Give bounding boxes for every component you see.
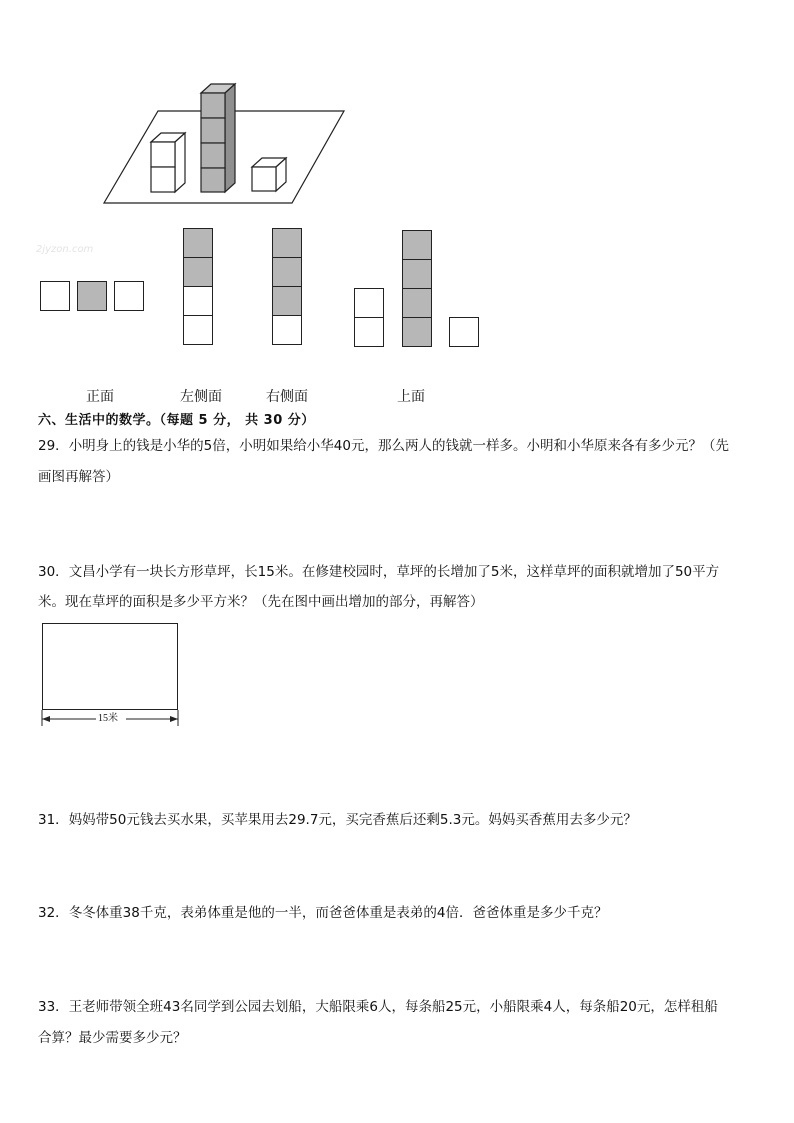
cube-stack-left [151,133,185,192]
right-square-2 [272,257,302,287]
question-text: 妈妈带50元钱去买水果，买苹果用去29.7元，买完香蕉后还剩5.3元。妈妈买香蕉用去多少元？ [68,812,637,828]
question-30-line-2: 米。现在草坪的面积是多少平方米？（先在图中画出增加的部分，再解答） [38,594,484,610]
question-number: 30． [38,564,69,580]
label-front: 正面 [86,389,114,405]
question-29-line-2: 画图再解答） [38,469,119,485]
question-29-line-1 [38,436,729,456]
cube-single [252,158,286,191]
top-square-2 [354,317,384,347]
left-square-4 [183,315,213,345]
right-square-1 [272,228,302,258]
question-32-line-1 [38,903,607,923]
question-text: 王老师带领全班43名同学到公园去划船，大船限乘6人，每条船25元，小船限乘4人，每条船20元，怎样租船 [68,999,718,1015]
top-square-4 [402,259,432,289]
question-number: 31． [38,812,69,828]
top-square-7 [449,317,479,347]
question-33-line-2: 合算？最少需要多少元？ [38,1030,187,1046]
question-number: 33． [38,999,69,1015]
question-33-line-1 [38,997,718,1017]
left-square-3 [183,286,213,316]
top-square-5 [402,288,432,318]
top-square-1 [354,288,384,318]
question-number: 29． [38,438,69,454]
top-square-6 [402,317,432,347]
right-square-3 [272,286,302,316]
lawn-length-label: 15米 [98,713,118,724]
right-square-4 [272,315,302,345]
question-31-line-1 [38,810,637,830]
question-text: 文昌小学有一块长方形草坪，长15米。在修建校园时，草坪的长增加了5米，这样草坪的面积就增加了50平方 [68,564,720,580]
cube-arrangement-figure [100,80,360,210]
left-square-2 [183,257,213,287]
top-square-3 [402,230,432,260]
question-30-line-1 [38,562,719,582]
lawn-rectangle [42,623,178,710]
question-text: 小明身上的钱是小华的5倍，小明如果给小华40元，那么两人的钱就一样多。小明和小华原来各有多少元？（先 [68,438,729,454]
question-number: 32． [38,905,69,921]
question-text: 冬冬体重38千克，表弟体重是他的一半，而爸爸体重是表弟的4倍．爸爸体重是多少千克？ [68,905,608,921]
label-top: 上面 [397,389,425,405]
left-square-1 [183,228,213,258]
label-right-side: 右侧面 [266,389,308,405]
section-heading: 六、生活中的数学。（每题 5 分， 共 30 分） [38,413,315,428]
cube-stack-tall [201,84,235,192]
front-square-2 [77,281,107,311]
watermark-text: 2jyzon.com [36,244,94,255]
label-left-side: 左侧面 [180,389,222,405]
front-square-1 [40,281,70,311]
front-square-3 [114,281,144,311]
